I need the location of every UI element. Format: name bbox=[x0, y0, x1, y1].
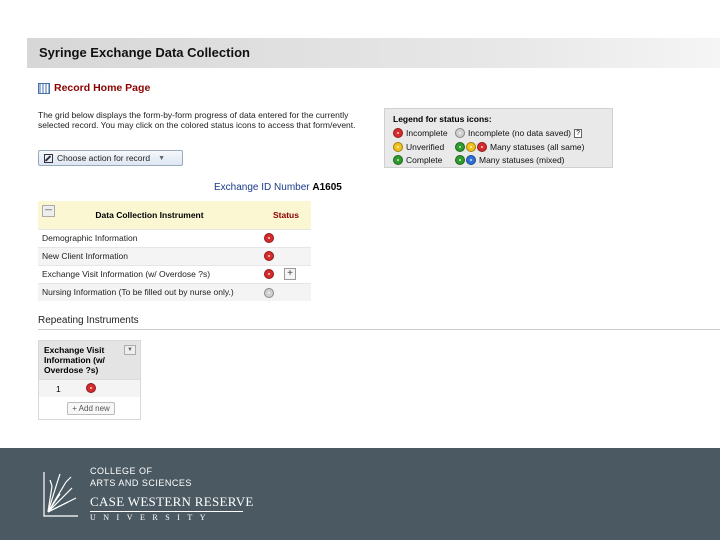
green-status-icon bbox=[455, 142, 465, 152]
choose-action-label: Choose action for record bbox=[57, 153, 151, 163]
record-home-heading bbox=[38, 82, 150, 94]
instrument-name: Demographic Information bbox=[38, 229, 261, 247]
instance-number: 1 bbox=[56, 384, 61, 394]
university-word: UNIVERSITY bbox=[90, 513, 213, 522]
status-column-header: Status bbox=[273, 209, 299, 220]
green-status-icon bbox=[455, 155, 465, 165]
add-new-button[interactable]: + Add new bbox=[67, 402, 115, 415]
instrument-name: Exchange Visit Information (w/ Overdose ?s) bbox=[38, 265, 261, 283]
legend-unverified bbox=[393, 142, 444, 152]
table-row bbox=[38, 265, 311, 283]
add-instance-button[interactable]: + bbox=[284, 268, 296, 280]
page-description: The grid below displays the form-by-form progress of data entered for the currently selected record. You may click on the colored status icons to access that form/event. bbox=[38, 110, 356, 130]
legend-incomplete-label: Incomplete bbox=[406, 128, 448, 138]
repeating-instrument-table bbox=[38, 340, 141, 420]
legend-incomplete bbox=[393, 128, 448, 138]
yellow-status-icon bbox=[466, 142, 476, 152]
university-logo bbox=[38, 466, 82, 522]
legend-no-data-label: Incomplete (no data saved) bbox=[468, 128, 572, 138]
instrument-name: Nursing Information (To be filled out by nurse only.) bbox=[38, 283, 261, 301]
college-name-line2: ARTS AND SCIENCES bbox=[90, 478, 192, 488]
legend-complete bbox=[393, 155, 442, 165]
status-cell bbox=[261, 265, 311, 283]
yellow-status-icon bbox=[393, 142, 403, 152]
red-status-icon[interactable] bbox=[264, 251, 274, 261]
instrument-column-header bbox=[38, 201, 261, 229]
chevron-down-icon[interactable]: ▼ bbox=[124, 345, 136, 355]
table-row bbox=[38, 247, 311, 265]
instrument-name: New Client Information bbox=[38, 247, 261, 265]
instruments-table bbox=[38, 201, 311, 301]
legend-many-same bbox=[455, 142, 584, 152]
legend-unverified-label: Unverified bbox=[406, 142, 445, 152]
repeating-instrument-name: Exchange Visit Information (w/ Overdose ?s) bbox=[44, 345, 105, 375]
red-status-icon bbox=[477, 142, 487, 152]
red-status-icon[interactable] bbox=[264, 269, 274, 279]
legend-incomplete-no-data bbox=[455, 128, 582, 138]
status-cell bbox=[261, 229, 311, 247]
college-name-line1: COLLEGE OF bbox=[90, 466, 153, 476]
collapse-table-button[interactable]: — bbox=[42, 205, 55, 217]
red-status-icon[interactable] bbox=[86, 383, 96, 393]
red-status-icon bbox=[393, 128, 403, 138]
status-cell bbox=[261, 247, 311, 265]
legend-many-mixed bbox=[455, 155, 565, 165]
edit-icon bbox=[44, 154, 53, 163]
university-name: CASE WESTERN RESERVE bbox=[90, 494, 254, 509]
legend-complete-label: Complete bbox=[406, 155, 443, 165]
legend-many-same-label: Many statuses (all same) bbox=[490, 142, 585, 152]
divider bbox=[38, 329, 720, 330]
choose-action-button[interactable] bbox=[38, 150, 183, 166]
exchange-id-heading bbox=[214, 182, 342, 193]
green-status-icon bbox=[393, 155, 403, 165]
status-cell bbox=[261, 283, 311, 301]
legend-many-mixed-label: Many statuses (mixed) bbox=[479, 155, 565, 165]
gray-status-icon[interactable] bbox=[264, 288, 274, 298]
app-title: Syringe Exchange Data Collection bbox=[39, 45, 250, 60]
table-row bbox=[39, 379, 140, 397]
instrument-header-label: Data Collection Instrument bbox=[95, 209, 204, 220]
grid-icon bbox=[38, 83, 50, 94]
help-icon[interactable]: ? bbox=[574, 129, 582, 138]
status-legend bbox=[384, 108, 613, 168]
red-status-icon[interactable] bbox=[264, 233, 274, 243]
exchange-id-label: Exchange ID Number bbox=[214, 182, 310, 193]
repeating-instruments-title: Repeating Instruments bbox=[38, 315, 139, 326]
app-header bbox=[27, 38, 720, 68]
page-title: Record Home Page bbox=[54, 82, 151, 94]
instruments-table-header bbox=[38, 201, 311, 229]
repeating-table-header bbox=[39, 341, 140, 379]
chevron-down-icon: ▼ bbox=[158, 154, 166, 162]
gray-status-icon bbox=[455, 128, 465, 138]
blue-status-icon bbox=[466, 155, 476, 165]
table-row bbox=[38, 229, 311, 247]
legend-title: Legend for status icons: bbox=[393, 114, 492, 124]
table-row bbox=[38, 283, 311, 301]
divider bbox=[90, 511, 243, 512]
exchange-id-value: A1605 bbox=[312, 182, 342, 193]
